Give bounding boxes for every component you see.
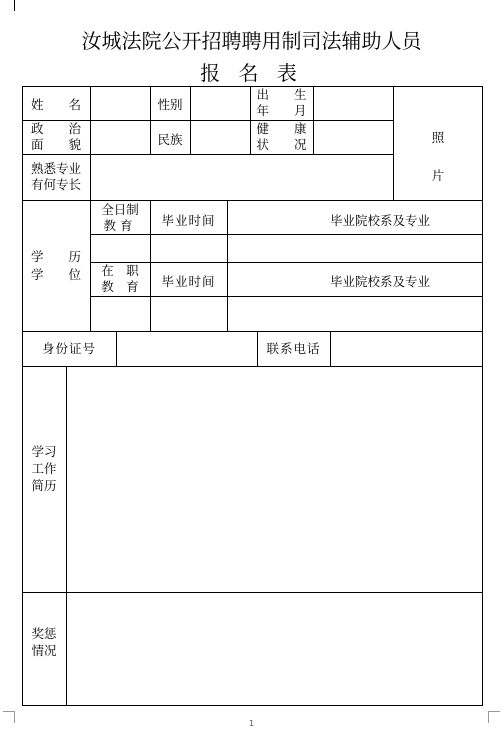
resume-label-line2: 工作 (31, 461, 57, 476)
specialty-label-line1: 熟悉专业 (30, 161, 81, 176)
fulltime-grad-school-label: 毕业院校系及专业 (330, 213, 431, 228)
id-number-label: 身份证号 (41, 341, 96, 356)
col-line (313, 86, 314, 154)
name-label: 姓 名 (30, 97, 81, 112)
row-line (22, 366, 483, 367)
resume-label-line1: 学习 (31, 444, 57, 459)
photo-label-line1: 照 (431, 130, 445, 145)
fulltime-label-line2: 教育 (103, 218, 137, 233)
ethnicity-label: 民族 (157, 132, 183, 147)
row-line (90, 234, 483, 235)
row-line (22, 200, 483, 201)
birth-label-line2: 年 月 (256, 103, 307, 118)
politics-label-line2: 面 貌 (30, 137, 81, 152)
education-label-line1: 学 历 (30, 249, 81, 264)
col-line (116, 331, 117, 366)
parttime-grad-time-label: 毕业时间 (161, 274, 216, 289)
col-line (66, 366, 67, 706)
fulltime-label-line1: 全日制 (101, 202, 139, 217)
phone-label: 联系电话 (266, 341, 321, 356)
crop-mark (488, 711, 500, 712)
gender-label: 性别 (157, 97, 183, 112)
awards-label-line2: 情况 (31, 643, 57, 658)
parttime-label-line2: 教 育 (101, 279, 139, 294)
text-cursor (14, 0, 15, 11)
politics-label-line1: 政 治 (30, 121, 81, 136)
row-line (90, 296, 483, 297)
parttime-grad-school-label: 毕业院校系及专业 (330, 274, 431, 289)
fulltime-grad-time-label: 毕业时间 (161, 213, 216, 228)
col-line (190, 86, 191, 154)
col-line (90, 86, 91, 154)
row-line (22, 592, 483, 593)
birth-label-line1: 出 生 (256, 87, 307, 102)
awards-label-line1: 奖惩 (31, 626, 57, 641)
crop-mark (3, 711, 15, 712)
document-subtitle: 报 名 表 (200, 61, 303, 85)
col-line (227, 200, 228, 331)
health-label-line1: 健 康 (256, 121, 307, 136)
row-line (22, 331, 483, 332)
photo-label-line2: 片 (431, 168, 445, 183)
col-line (330, 331, 331, 366)
document-title: 汝城法院公开招聘聘用制司法辅助人员 (81, 29, 422, 53)
health-label-line2: 状 况 (256, 137, 307, 152)
education-label-line2: 学 位 (30, 267, 81, 282)
page-number: 1 (248, 719, 255, 728)
resume-label-line3: 简历 (31, 478, 57, 493)
col-line (90, 154, 91, 200)
parttime-label-line1: 在 职 (101, 263, 139, 278)
row-line (22, 154, 393, 155)
specialty-label-line2: 有何专长 (30, 177, 81, 192)
